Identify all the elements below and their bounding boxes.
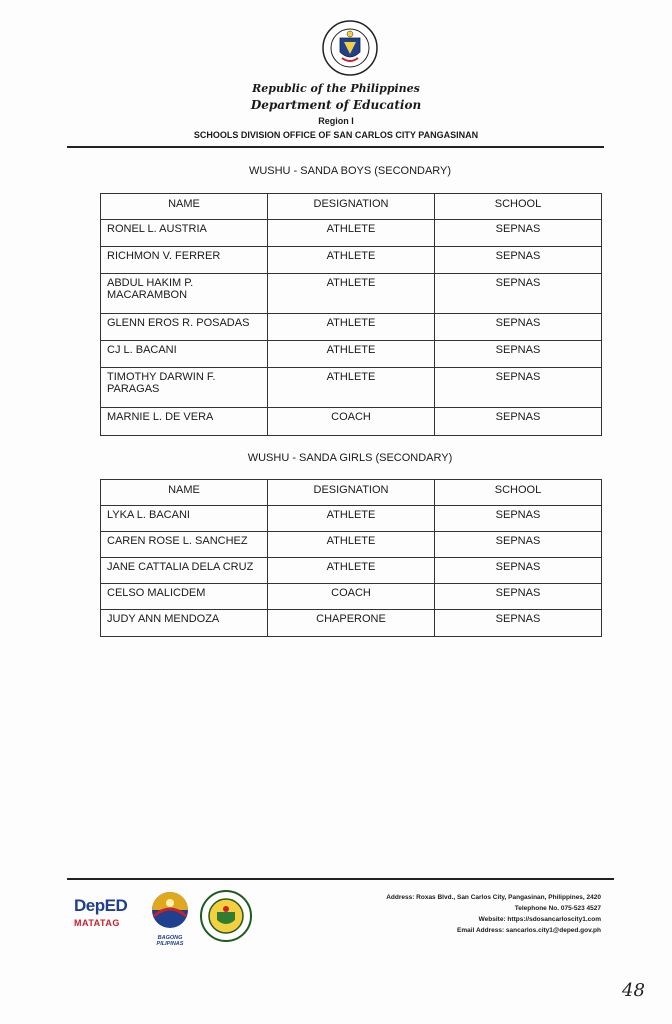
bagong-pilipinas-logo (144, 890, 196, 946)
column-header-name: NAME (101, 194, 268, 220)
sdo-seal-logo (200, 890, 252, 942)
republic-heading: Republic of the Philippines (252, 82, 420, 95)
cell-designation: COACH (268, 408, 435, 436)
column-header-designation: DESIGNATION (268, 194, 435, 220)
section-title-boys: WUSHU - SANDA BOYS (SECONDARY) (248, 165, 452, 177)
table-header-row (101, 194, 602, 220)
cell-name: CELSO MALICDEM (101, 584, 268, 610)
table-row (101, 506, 602, 532)
deped-seal-logo (322, 20, 378, 76)
deped-wordmark: DepED (74, 896, 128, 915)
cell-designation: ATHLETE (268, 506, 435, 532)
cell-name: CJ L. BACANI (101, 341, 268, 368)
cell-designation: ATHLETE (268, 220, 435, 247)
footer-website: Website: https://sdosancarloscity1.com (478, 916, 601, 923)
cell-school: SEPNAS (435, 532, 602, 558)
cell-school: SEPNAS (435, 314, 602, 341)
footer-email: Email Address: sancarlos.city1@deped.gov.ph (457, 927, 601, 934)
cell-school: SEPNAS (435, 220, 602, 247)
cell-school: SEPNAS (435, 247, 602, 274)
table-row (101, 220, 602, 247)
cell-school: SEPNAS (435, 558, 602, 584)
footer-telephone: Telephone No. 075-523 4527 (514, 905, 601, 912)
bagong-pilipinas-label: BAGONG PILIPINAS (156, 935, 184, 947)
cell-school: SEPNAS (435, 408, 602, 436)
cell-designation: ATHLETE (268, 368, 435, 408)
bagong-pilipinas-emblem (148, 890, 192, 930)
cell-name: RICHMON V. FERRER (101, 247, 268, 274)
table-row (101, 584, 602, 610)
roster-table-boys (100, 193, 602, 436)
table-row (101, 610, 602, 637)
region-heading: Region I (318, 116, 354, 126)
table-row (101, 274, 602, 314)
column-header-name: NAME (101, 480, 268, 506)
cell-designation: ATHLETE (268, 341, 435, 368)
page-number: 48 (622, 980, 645, 1001)
cell-designation: ATHLETE (268, 558, 435, 584)
table-row (101, 558, 602, 584)
table-row (101, 314, 602, 341)
cell-name: JANE CATTALIA DELA CRUZ (101, 558, 268, 584)
table-row (101, 408, 602, 436)
cell-school: SEPNAS (435, 610, 602, 637)
cell-school: SEPNAS (435, 274, 602, 314)
cell-designation: ATHLETE (268, 274, 435, 314)
cell-designation: COACH (268, 584, 435, 610)
roster-table-girls (100, 479, 602, 637)
cell-name: TIMOTHY DARWIN F. PARAGAS (101, 368, 268, 408)
cell-school: SEPNAS (435, 584, 602, 610)
footer-contact-block (386, 892, 601, 936)
footer-address: Address: Roxas Blvd., San Carlos City, Pangasinan, Philippines, 2420 (386, 894, 601, 901)
column-header-school: SCHOOL (435, 194, 602, 220)
cell-designation: ATHLETE (268, 532, 435, 558)
table-row (101, 532, 602, 558)
cell-designation: ATHLETE (268, 247, 435, 274)
office-heading: SCHOOLS DIVISION OFFICE OF SAN CARLOS CITY PANGASINAN (193, 130, 479, 140)
footer-divider (67, 878, 614, 880)
cell-name: RONEL L. AUSTRIA (101, 220, 268, 247)
table-row (101, 247, 602, 274)
department-heading: Department of Education (250, 98, 422, 112)
matatag-wordmark: MATATAG (74, 918, 120, 928)
table-header-row (101, 480, 602, 506)
cell-school: SEPNAS (435, 341, 602, 368)
header-divider (67, 146, 604, 148)
cell-name: GLENN EROS R. POSADAS (101, 314, 268, 341)
table-row (101, 341, 602, 368)
table-row (101, 368, 602, 408)
cell-school: SEPNAS (435, 368, 602, 408)
cell-designation: CHAPERONE (268, 610, 435, 637)
column-header-designation: DESIGNATION (268, 480, 435, 506)
cell-school: SEPNAS (435, 506, 602, 532)
cell-name: JUDY ANN MENDOZA (101, 610, 268, 637)
cell-name: CAREN ROSE L. SANCHEZ (101, 532, 268, 558)
deped-matatag-logo (74, 896, 140, 942)
section-title-girls: WUSHU - SANDA GIRLS (SECONDARY) (247, 452, 453, 464)
cell-name: LYKA L. BACANI (101, 506, 268, 532)
column-header-school: SCHOOL (435, 480, 602, 506)
cell-designation: ATHLETE (268, 314, 435, 341)
cell-name: MARNIE L. DE VERA (101, 408, 268, 436)
cell-name: ABDUL HAKIM P. MACARAMBON (101, 274, 268, 314)
